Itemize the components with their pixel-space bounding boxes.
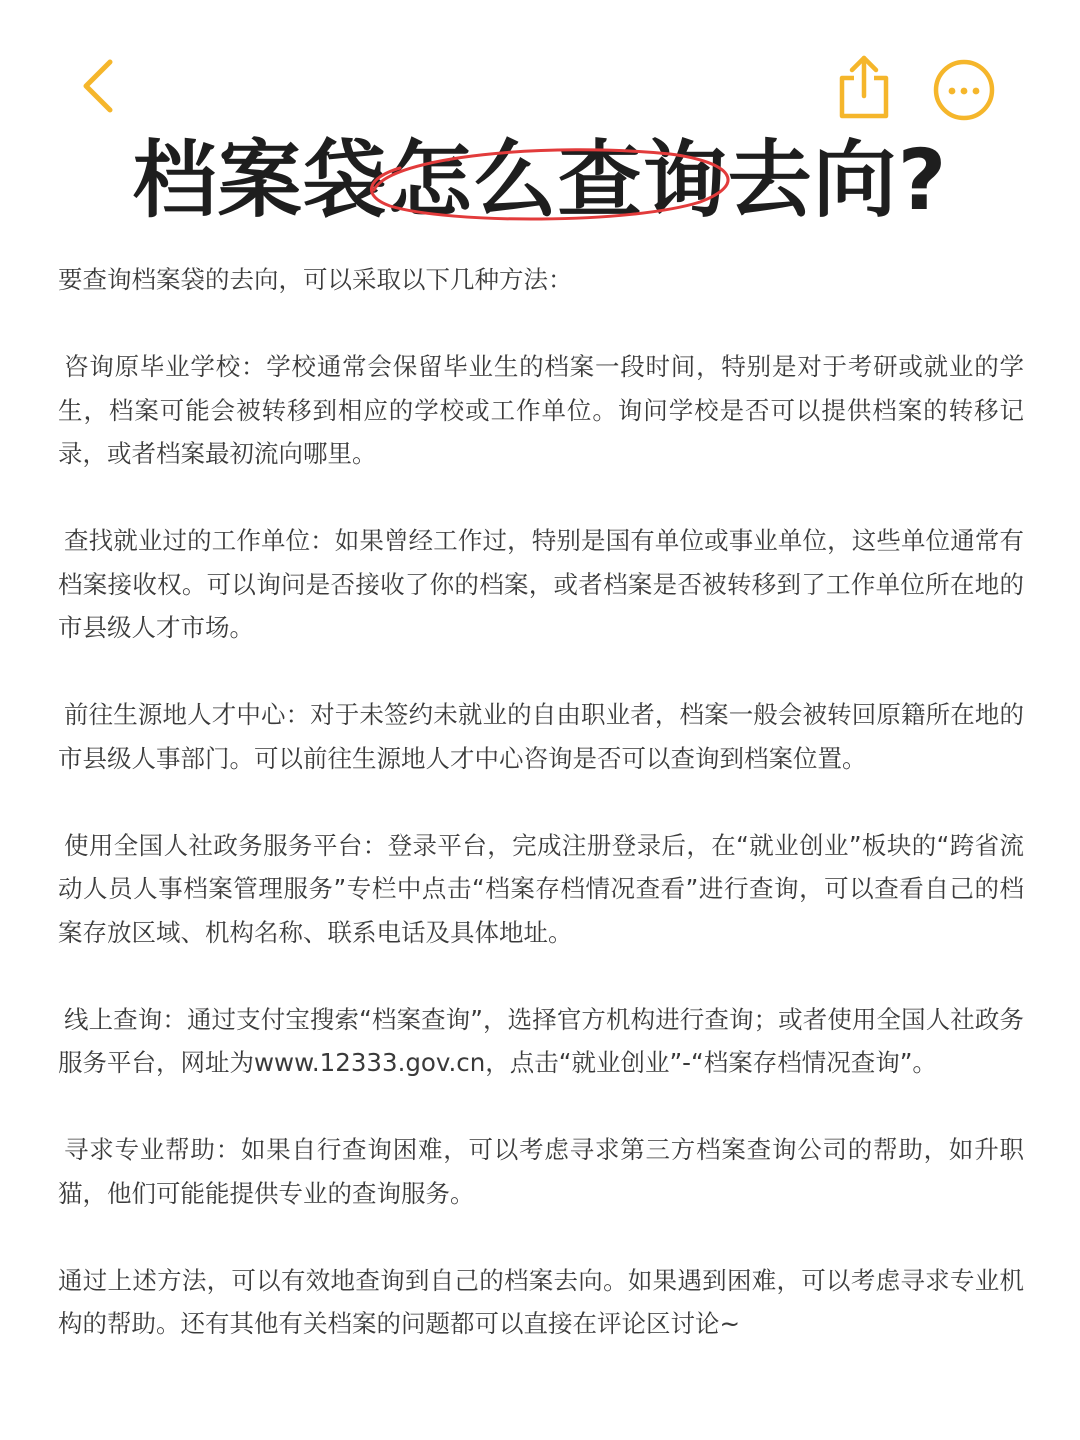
method-paragraph: 咨询原毕业学校：学校通常会保留毕业生的档案一段时间，特别是对于考研或就业的学生，档案可能会被转移到相应的学校或工作单位。询问学校是否可以提供档案的转移记录，或者档案最初流向哪里。 (58, 352, 1024, 468)
more-horizontal-icon[interactable] (932, 58, 996, 122)
method-paragraph: 线上查询：通过支付宝搜索“档案查询”，选择官方机构进行查询；或者使用全国人社政务服务平台，网址为www.12333.gov.cn，点击“就业创业”-“档案存档情况查询”。 (58, 1004, 1024, 1077)
intro-paragraph: 要查询档案袋的去向，可以采取以下几种方法： (58, 265, 573, 294)
title-area (0, 128, 1080, 238)
top-bar (0, 0, 1080, 130)
conclusion-paragraph: 通过上述方法，可以有效地查询到自己的档案去向。如果遇到困难，可以考虑寻求专业机构的帮助。还有其他有关档案的问题都可以直接在评论区讨论~ (58, 1265, 1024, 1338)
method-paragraph: 查找就业过的工作单位：如果曾经工作过，特别是国有单位或事业单位，这些单位通常有档案接收权。可以询问是否接收了你的档案，或者档案是否被转移到了工作单位所在地的市县级人才市场。 (58, 526, 1024, 642)
article-body (58, 258, 1024, 1346)
method-paragraph: 前往生源地人才中心：对于未签约未就业的自由职业者，档案一般会被转回原籍所在地的市县级人事部门。可以前往生源地人才中心咨询是否可以查询到档案位置。 (58, 700, 1024, 773)
chevron-left-icon[interactable] (72, 56, 128, 116)
method-paragraph: 寻求专业帮助：如果自行查询困难，可以考虑寻求第三方档案查询公司的帮助，如升职猫，他们可能能提供专业的查询服务。 (58, 1135, 1024, 1208)
page-title: 档案袋怎么查询去向? (132, 131, 948, 229)
share-icon[interactable] (834, 52, 894, 120)
method-paragraph: 使用全国人社政务服务平台：登录平台，完成注册登录后，在“就业创业”板块的“跨省流动人员人事档案管理服务”专栏中点击“档案存档情况查看”进行查询，可以查看自己的档案存放区域、机构名称、联系电话及具体地址。 (58, 830, 1024, 947)
